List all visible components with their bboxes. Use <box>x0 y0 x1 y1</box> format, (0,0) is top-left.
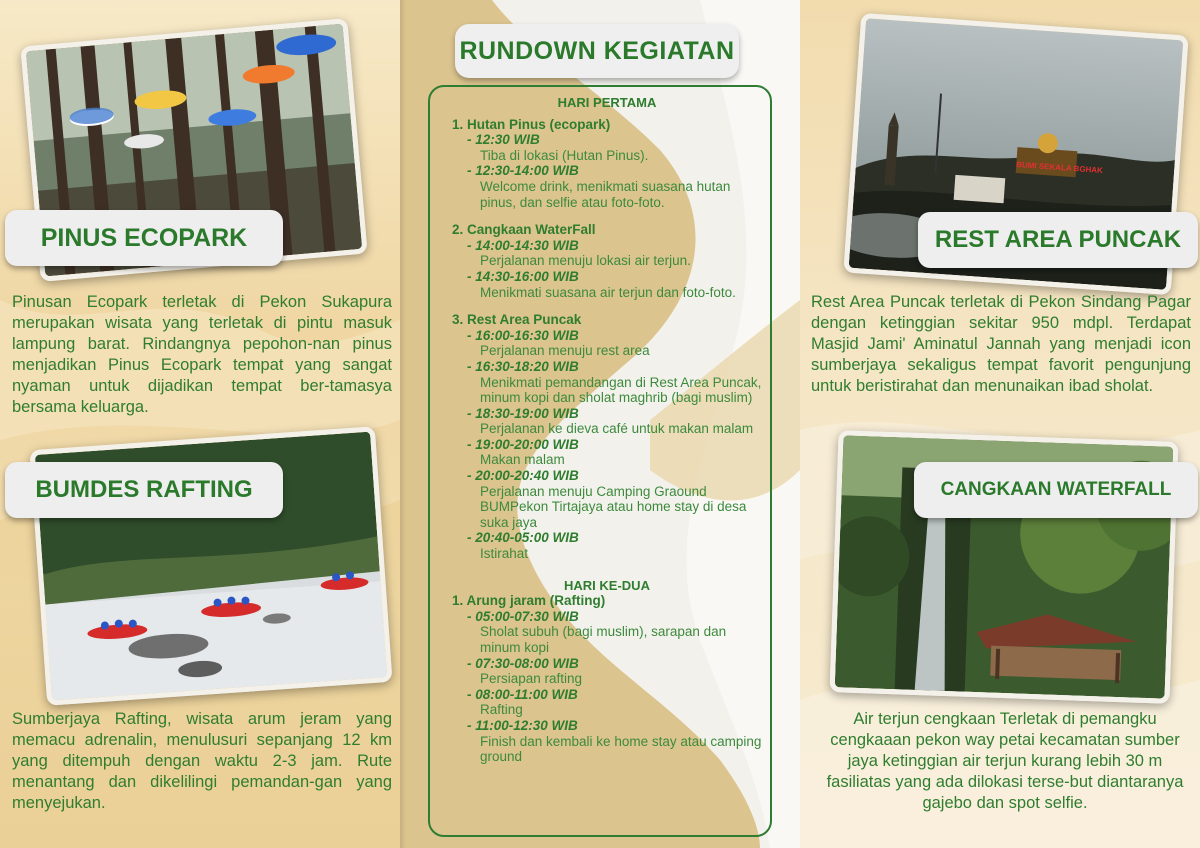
schedule-activity: Perjalanan ke dieva café untuk makan malam <box>480 421 754 437</box>
schedule-item: 3. Rest Area Puncak <box>452 312 582 328</box>
cangkaan-waterfall-title <box>914 462 1198 518</box>
schedule-activity: Menikmati pemandangan di Rest Area Puncak, minum kopi dan sholat maghrib (bagi muslim) <box>480 374 762 406</box>
schedule-time: - 07:30-08:00 WIB <box>467 655 579 671</box>
rest-area-description: Rest Area Puncak terletak di Pekon Sindang Pagar dengan ketinggian sekitar 950 mdpl. Terdapat Masjid Jami' Aminatul Jannah yang menjadi icon sumberjaya sekaligus tempat favorit pengunjung untuk beristirahat dan menunaikan ibad sholat. <box>811 293 1191 395</box>
schedule-activity: Makan malam <box>480 452 565 468</box>
schedule-activity: Menikmati suasana air terjun dan foto-foto. <box>480 284 736 300</box>
pinus-ecopark-title <box>5 210 283 266</box>
schedule-activity: Perjalanan menuju Camping Graound BUMPekon Tirtajaya atau home stay di desa suka jaya <box>480 483 747 530</box>
bumdes-rafting-title <box>5 462 283 518</box>
schedule-activity: Sholat subuh (bagi muslim), sarapan dan minum kopi <box>480 624 727 655</box>
svg-text:BUMI SEKALA BGHAK: BUMI SEKALA BGHAK <box>1015 160 1104 176</box>
schedule-time: - 16:30-18:20 WIB <box>467 358 579 374</box>
schedule-time: - 16:00-16:30 WIB <box>467 327 579 343</box>
schedule-time: - 18:30-19:00 WIB <box>467 405 579 421</box>
schedule-item: 2. Cangkaan WaterFall <box>452 222 596 238</box>
schedule-activity: Finish dan kembali ke home stay atau camping ground <box>480 733 762 765</box>
rundown-title-text: RUNDOWN KEGIATAN <box>459 36 735 65</box>
schedule-item: 1. Arung jaram (Rafting) <box>452 593 606 609</box>
schedule-activity: Welcome drink, menikmati suasana hutan pinus, dan selfie atau foto-foto. <box>480 178 731 210</box>
schedule-time: - 08:00-11:00 WIB <box>467 686 578 702</box>
rest-area-title-text: REST AREA PUNCAK <box>934 226 1182 253</box>
fold-line-left <box>400 0 406 848</box>
schedule-activity: Rafting <box>480 702 523 718</box>
day-two-label: HARI KE-DUA <box>564 577 650 593</box>
bumdes-rafting-description: Sumberjaya Rafting, wisata arum jeram yang memacu adrenalin, menulusuri sepanjang 12 km yang ditempuh dengan waktu 2-3 jam. Rute menantang dan dikelilingi pemandan-gan yang menyejukan. <box>12 710 392 812</box>
rest-area-title <box>918 212 1198 268</box>
schedule-time: - 11:00-12:30 WIB <box>467 717 578 733</box>
schedule-item: 1. Hutan Pinus (ecopark) <box>452 116 611 132</box>
schedule-time: - 14:30-16:00 WIB <box>467 268 579 284</box>
schedule-activity: Persiapan rafting <box>480 671 583 687</box>
schedule-activity: Tiba di lokasi (Hutan Pinus). <box>480 147 649 163</box>
schedule-time: - 12:30 WIB <box>467 132 540 148</box>
schedule-time: - 14:00-14:30 WIB <box>467 237 579 253</box>
pinus-ecopark-description: Pinusan Ecopark terletak di Pekon Sukapura merupakan wisata yang terletak di pintu masuk lampung barat. Rindangnya pepohon-nan pinus menjadikan Pinus Ecopark tempat yang sangat nyaman untuk dijadikan tempat ber-tamasya bersama keluarga. <box>12 293 392 416</box>
day-one-label: HARI PERTAMA <box>557 95 657 110</box>
cangkaan-waterfall-title-text: CANGKAAN WATERFALL <box>940 479 1172 500</box>
schedule-activity: Perjalanan menuju rest area <box>480 343 650 359</box>
cangkaan-waterfall-description: Air terjun cengkaan Terletak di pemangku cengkaaan pekon way petai kecamatan sumber jaya ketinggian air terjun kurang lebih 30 m fasiliatas yang ada dilokasi terse-but diantaranya gajebo dan spot selfie. <box>826 710 1184 812</box>
schedule-time: - 20:00-20:40 WIB <box>467 468 579 484</box>
schedule-time: - 19:00-20:00 WIB <box>467 436 579 452</box>
schedule-time: - 20:40-05:00 WIB <box>467 530 579 546</box>
rundown-title <box>455 24 739 78</box>
schedule-time: - 05:00-07:30 WIB <box>467 608 579 624</box>
schedule-activity: Perjalanan menuju lokasi air terjun. <box>480 253 691 269</box>
pinus-ecopark-title-text: PINUS ECOPARK <box>40 223 248 252</box>
schedule <box>452 95 762 765</box>
bumdes-rafting-title-text: BUMDES RAFTING <box>35 476 253 503</box>
schedule-activity: Istirahat <box>480 546 529 562</box>
schedule-time: - 12:30-14:00 WIB <box>467 163 579 179</box>
